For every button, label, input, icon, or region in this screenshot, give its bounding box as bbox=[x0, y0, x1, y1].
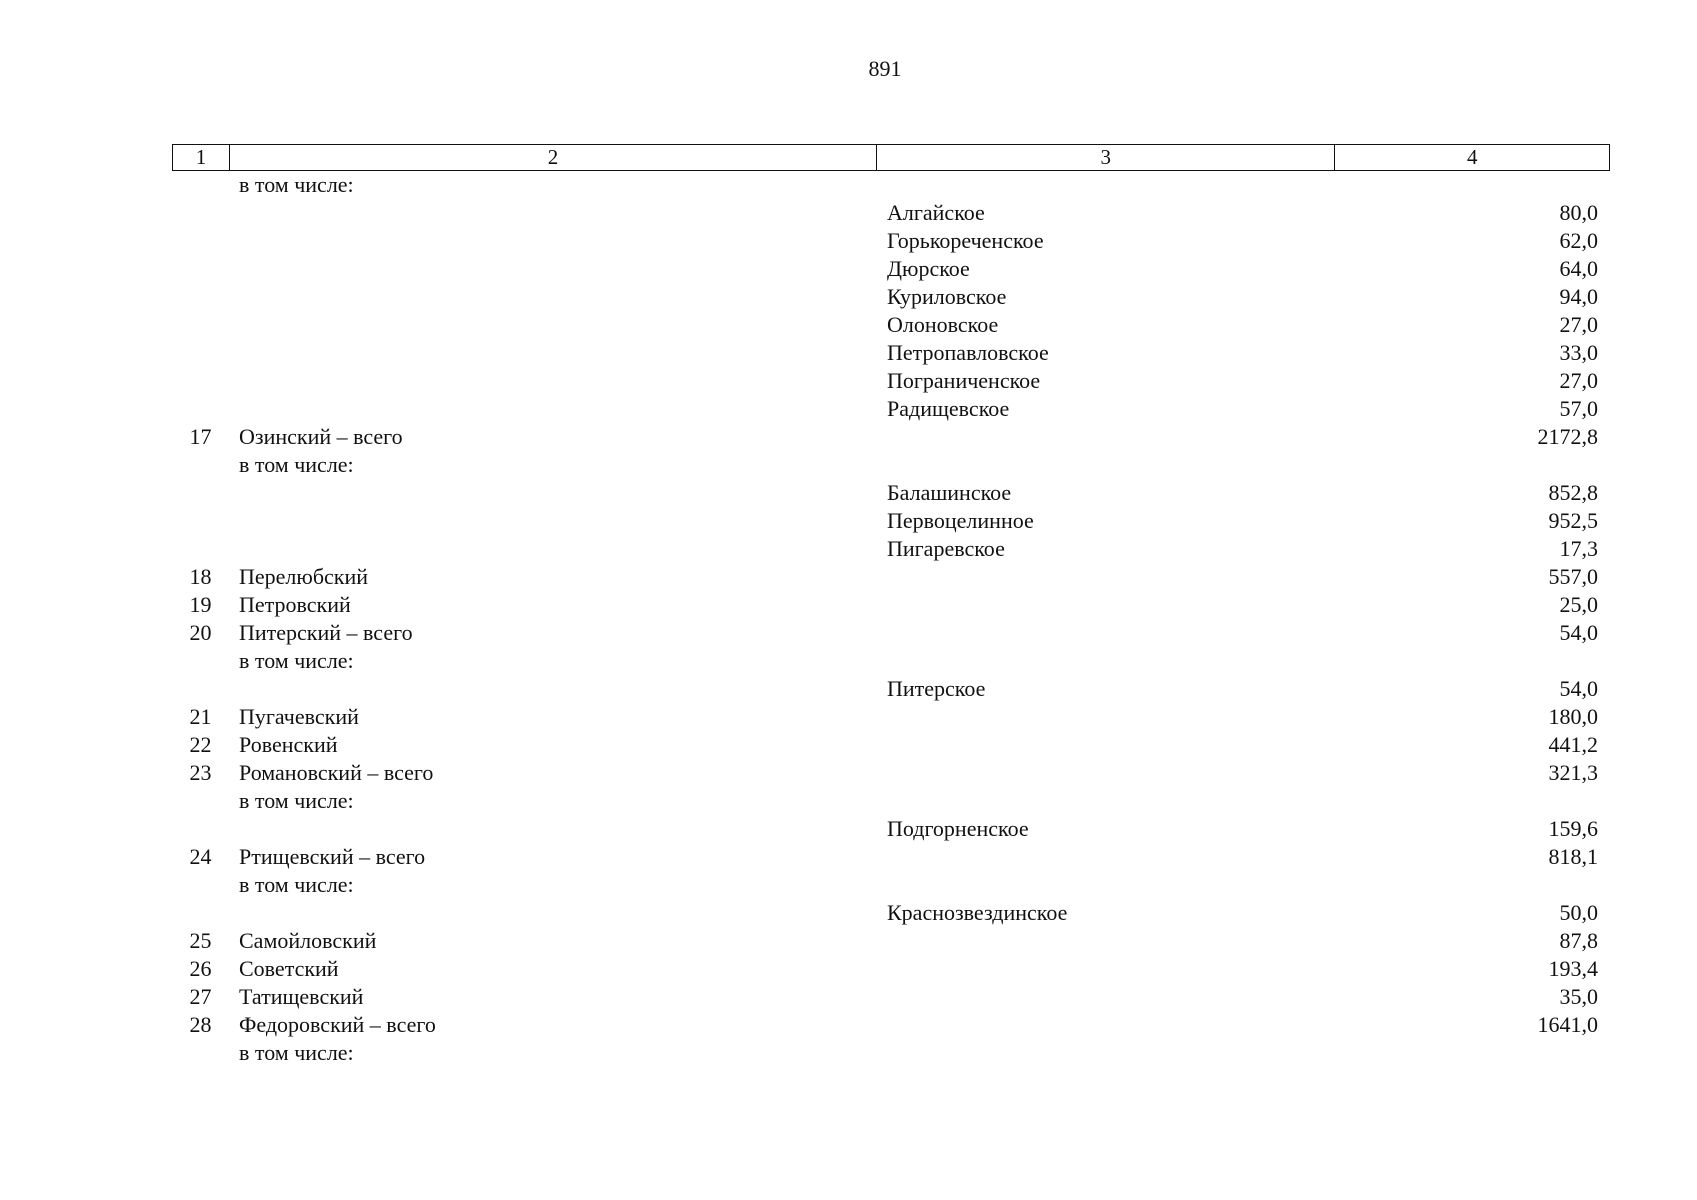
table-row bbox=[172, 815, 1610, 843]
row-number bbox=[172, 451, 229, 479]
district-name bbox=[229, 675, 877, 703]
settlement-name bbox=[877, 731, 1336, 759]
settlement-name bbox=[877, 983, 1336, 1011]
table-row bbox=[172, 647, 1610, 675]
district-name: Советский bbox=[239, 956, 339, 981]
district-name bbox=[229, 255, 877, 283]
table-row bbox=[172, 1039, 1610, 1067]
row-value: 1641,0 bbox=[1537, 1012, 1598, 1037]
row-number bbox=[172, 283, 229, 311]
row-value: 35,0 bbox=[1559, 984, 1598, 1009]
table-row bbox=[172, 1011, 1610, 1039]
row-value: 180,0 bbox=[1548, 704, 1598, 729]
row-value: 17,3 bbox=[1559, 536, 1598, 561]
row-value: 62,0 bbox=[1559, 228, 1598, 253]
row-number: 24 bbox=[189, 844, 212, 869]
row-number: 28 bbox=[189, 1012, 212, 1037]
district-name bbox=[229, 507, 877, 535]
row-value: 557,0 bbox=[1548, 564, 1598, 589]
table-row bbox=[172, 255, 1610, 283]
table-row bbox=[172, 367, 1610, 395]
settlement-name: Дюрское bbox=[887, 256, 970, 281]
table-row bbox=[172, 423, 1610, 451]
row-number: 20 bbox=[189, 620, 212, 645]
table-header bbox=[172, 144, 1610, 171]
row-value: 54,0 bbox=[1559, 676, 1598, 701]
table-row bbox=[172, 927, 1610, 955]
district-name bbox=[229, 535, 877, 563]
settlement-name: Первоцелинное bbox=[887, 508, 1034, 533]
settlement-name: Алгайское bbox=[887, 200, 985, 225]
district-name bbox=[229, 311, 877, 339]
settlement-name: Куриловское bbox=[887, 284, 1007, 309]
row-number bbox=[172, 255, 229, 283]
data-table bbox=[172, 144, 1610, 1067]
row-value: 87,8 bbox=[1559, 928, 1598, 953]
row-number bbox=[172, 899, 229, 927]
row-number: 17 bbox=[189, 424, 212, 449]
district-name: Самойловский bbox=[239, 928, 377, 953]
table-row bbox=[172, 227, 1610, 255]
row-number: 22 bbox=[189, 732, 212, 757]
header-cell: 4 bbox=[1466, 145, 1478, 169]
settlement-name bbox=[877, 647, 1336, 675]
table-row bbox=[172, 955, 1610, 983]
row-value bbox=[1336, 647, 1610, 675]
settlement-name bbox=[877, 451, 1336, 479]
row-value: 33,0 bbox=[1559, 340, 1598, 365]
settlement-name bbox=[877, 1011, 1336, 1039]
district-name bbox=[229, 339, 877, 367]
row-value: 818,1 bbox=[1548, 844, 1598, 869]
row-number bbox=[172, 647, 229, 675]
row-number: 26 bbox=[189, 956, 212, 981]
row-value bbox=[1336, 1039, 1610, 1067]
settlement-name bbox=[877, 1039, 1336, 1067]
row-number: 19 bbox=[189, 592, 212, 617]
settlement-name: Пигаревское bbox=[887, 536, 1005, 561]
table-row bbox=[172, 983, 1610, 1011]
row-value: 50,0 bbox=[1559, 900, 1598, 925]
row-value: 852,8 bbox=[1548, 480, 1598, 505]
settlement-name bbox=[877, 927, 1336, 955]
district-name bbox=[229, 367, 877, 395]
row-value: 193,4 bbox=[1548, 956, 1598, 981]
settlement-name: Пограниченское bbox=[887, 368, 1041, 393]
district-name: Ртищевский – всего bbox=[239, 844, 426, 869]
settlement-name: Горькореченское bbox=[887, 228, 1044, 253]
page-number: 891 bbox=[868, 56, 902, 81]
row-number bbox=[172, 1039, 229, 1067]
district-name: Пугачевский bbox=[239, 704, 359, 729]
table-row bbox=[172, 311, 1610, 339]
settlement-name: Краснозвездинское bbox=[887, 900, 1068, 925]
district-name bbox=[229, 227, 877, 255]
row-value: 80,0 bbox=[1559, 200, 1598, 225]
table-row bbox=[172, 899, 1610, 927]
settlement-name bbox=[877, 619, 1336, 647]
row-value bbox=[1336, 787, 1610, 815]
settlement-name bbox=[877, 843, 1336, 871]
header-cell: 2 bbox=[230, 145, 877, 170]
row-number bbox=[172, 871, 229, 899]
row-value: 27,0 bbox=[1559, 312, 1598, 337]
district-name: Петровский bbox=[239, 592, 351, 617]
settlement-name bbox=[877, 703, 1336, 731]
settlement-name: Балашинское bbox=[887, 480, 1012, 505]
table-row bbox=[172, 563, 1610, 591]
table-row bbox=[172, 535, 1610, 563]
settlement-name bbox=[877, 871, 1336, 899]
row-value: 27,0 bbox=[1559, 368, 1598, 393]
table-row bbox=[172, 395, 1610, 423]
settlement-name bbox=[877, 563, 1336, 591]
row-value: 25,0 bbox=[1559, 592, 1598, 617]
district-name: Татищевский bbox=[239, 984, 364, 1009]
settlement-name bbox=[877, 955, 1336, 983]
district-name: Романовский – всего bbox=[239, 760, 434, 785]
district-name bbox=[229, 899, 877, 927]
header-cell: 1 bbox=[173, 145, 230, 170]
row-number: 25 bbox=[189, 928, 212, 953]
row-number bbox=[172, 675, 229, 703]
row-number bbox=[172, 815, 229, 843]
district-name bbox=[229, 815, 877, 843]
settlement-name bbox=[877, 591, 1336, 619]
row-number: 21 bbox=[189, 704, 212, 729]
row-value: 321,3 bbox=[1548, 760, 1598, 785]
table-row bbox=[172, 759, 1610, 787]
district-name: в том числе: bbox=[239, 452, 354, 477]
header-cell: 3 bbox=[877, 145, 1335, 170]
table-row bbox=[172, 507, 1610, 535]
row-number: 18 bbox=[189, 564, 212, 589]
row-number bbox=[172, 787, 229, 815]
district-name bbox=[229, 283, 877, 311]
settlement-name bbox=[877, 171, 1336, 199]
settlement-name: Олоновское bbox=[887, 312, 999, 337]
row-number bbox=[172, 479, 229, 507]
table-body bbox=[172, 171, 1610, 1067]
row-value: 57,0 bbox=[1559, 396, 1598, 421]
table-row bbox=[172, 451, 1610, 479]
row-value: 94,0 bbox=[1559, 284, 1598, 309]
table-row bbox=[172, 675, 1610, 703]
row-value bbox=[1336, 451, 1610, 479]
settlement-name: Питерское bbox=[887, 676, 986, 701]
row-value bbox=[1336, 171, 1610, 199]
row-number bbox=[172, 199, 229, 227]
district-name: Ровенский bbox=[239, 732, 338, 757]
table-row bbox=[172, 731, 1610, 759]
district-name: в том числе: bbox=[239, 788, 354, 813]
row-number bbox=[172, 395, 229, 423]
settlement-name: Петропавловское bbox=[887, 340, 1049, 365]
district-name: в том числе: bbox=[239, 648, 354, 673]
settlement-name: Радищевское bbox=[887, 396, 1010, 421]
row-value: 952,5 bbox=[1548, 508, 1598, 533]
district-name bbox=[229, 479, 877, 507]
row-number bbox=[172, 535, 229, 563]
table-row bbox=[172, 171, 1610, 199]
settlement-name bbox=[877, 759, 1336, 787]
settlement-name: Подгорненское bbox=[887, 816, 1029, 841]
district-name: Перелюбский bbox=[239, 564, 369, 589]
district-name: Озинский – всего bbox=[239, 424, 403, 449]
table-row bbox=[172, 339, 1610, 367]
table-row bbox=[172, 283, 1610, 311]
table-row bbox=[172, 199, 1610, 227]
row-value: 159,6 bbox=[1548, 816, 1598, 841]
settlement-name bbox=[877, 787, 1336, 815]
district-name bbox=[229, 395, 877, 423]
district-name: в том числе: bbox=[239, 172, 354, 197]
row-value bbox=[1336, 871, 1610, 899]
table-row bbox=[172, 591, 1610, 619]
table-row bbox=[172, 479, 1610, 507]
district-name: Питерский – всего bbox=[239, 620, 413, 645]
settlement-name bbox=[877, 423, 1336, 451]
table-row bbox=[172, 703, 1610, 731]
row-value: 441,2 bbox=[1548, 732, 1598, 757]
district-name: в том числе: bbox=[239, 872, 354, 897]
row-number bbox=[172, 227, 229, 255]
table-row bbox=[172, 619, 1610, 647]
row-number bbox=[172, 311, 229, 339]
table-row bbox=[172, 843, 1610, 871]
row-number bbox=[172, 339, 229, 367]
table-row bbox=[172, 871, 1610, 899]
district-name: Федоровский – всего bbox=[239, 1012, 436, 1037]
row-number bbox=[172, 367, 229, 395]
row-number: 27 bbox=[189, 984, 212, 1009]
district-name bbox=[229, 199, 877, 227]
district-name: в том числе: bbox=[239, 1040, 354, 1065]
row-number bbox=[172, 507, 229, 535]
row-value: 54,0 bbox=[1559, 620, 1598, 645]
row-value: 64,0 bbox=[1559, 256, 1598, 281]
row-number bbox=[172, 171, 229, 199]
row-number: 23 bbox=[189, 760, 212, 785]
table-row bbox=[172, 787, 1610, 815]
row-value: 2172,8 bbox=[1537, 424, 1598, 449]
